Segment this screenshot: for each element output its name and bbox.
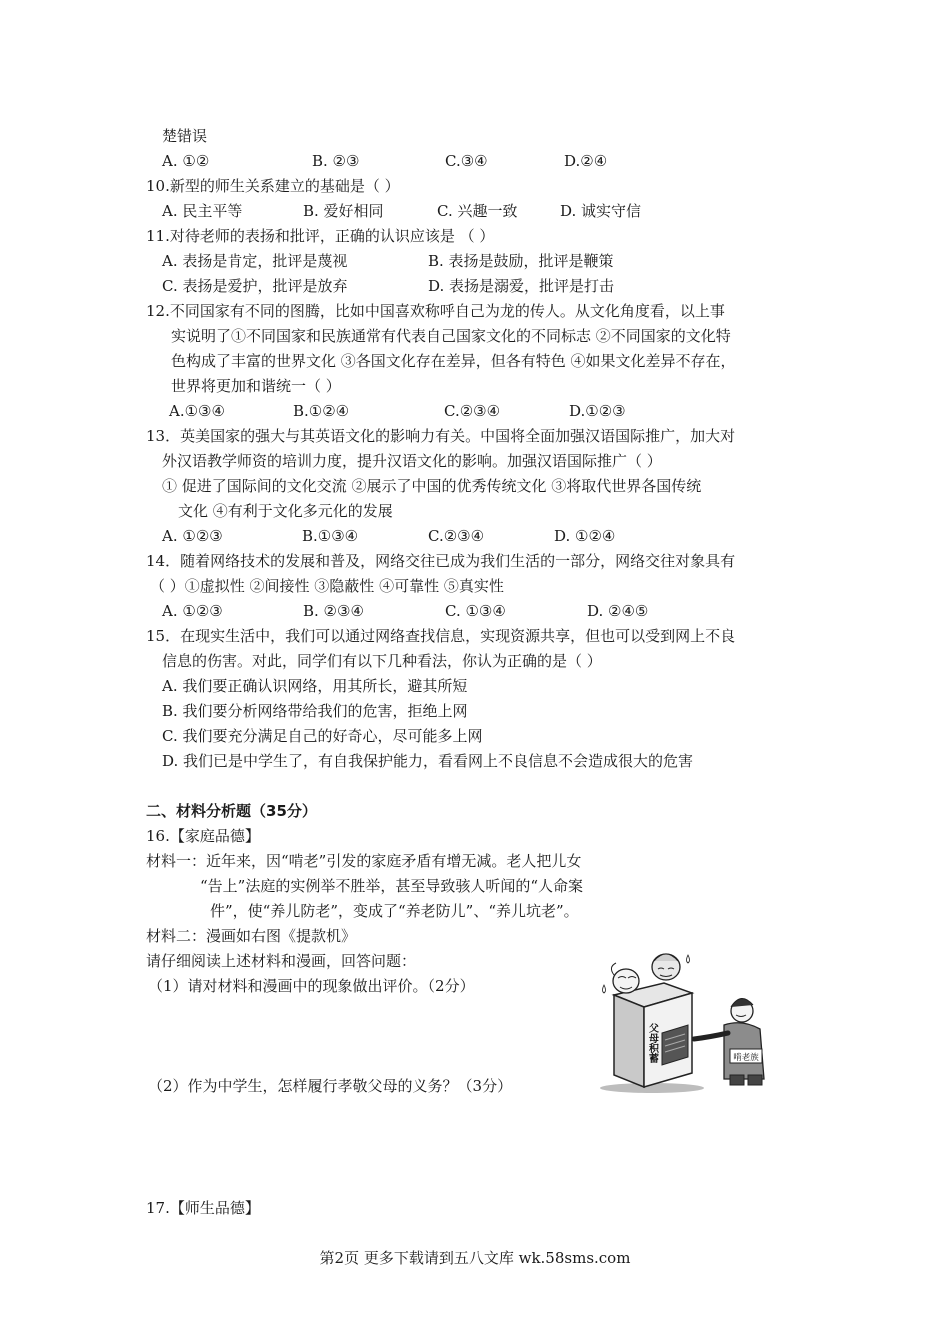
young-man-figure bbox=[694, 998, 764, 1085]
q14-stem-line-2: （ ）①虚拟性 ②间接性 ③隐蔽性 ④可靠性 ⑤真实性 bbox=[150, 577, 504, 595]
atm-side bbox=[614, 995, 644, 1087]
q13-stem-line-2: 外汉语教学师资的培训力度，提升汉语文化的影响。加强汉语国际推广（ ） bbox=[162, 452, 662, 470]
q16-subquestion-1: （1）请对材料和漫画中的现象做出评价。（2分） bbox=[148, 977, 475, 995]
q16-subquestion-2: （2）作为中学生，怎样履行孝敬父母的义务？（3分） bbox=[148, 1077, 513, 1095]
q13-stem-line-3: ① 促进了国际间的文化交流 ②展示了中国的优秀传统文化 ③将取代世界各国传统 bbox=[162, 477, 702, 495]
page-footer: 第2页 更多下载请到五八文库 wk.58sms.com bbox=[319, 1249, 631, 1267]
q9-option-d: D.②④ bbox=[564, 152, 608, 170]
q15-option-a: A. 我们要正确认识网络，用其所长，避其所短 bbox=[162, 677, 468, 695]
young-man-arm bbox=[694, 1033, 728, 1039]
q11-option-c: C. 表扬是爱护，批评是放弃 bbox=[162, 277, 348, 295]
q16-title: 16.【家庭品德】 bbox=[146, 827, 260, 845]
q12-option-d: D.①②③ bbox=[569, 402, 626, 420]
q16-material1-line-3: 件”，使“养儿防老”，变成了“养老防儿”、“养儿坑老”。 bbox=[210, 902, 579, 920]
q12-option-a: A.①③④ bbox=[169, 402, 225, 420]
q14-option-d: D. ②④⑤ bbox=[587, 602, 649, 620]
q10-option-c: C. 兴趣一致 bbox=[437, 202, 518, 220]
atm-label bbox=[647, 1023, 659, 1064]
q12-stem-line-3: 色构成了丰富的世界文化 ③各国文化存在差异，但各有特色 ④如果文化差异不存在， bbox=[171, 352, 736, 370]
q12-stem-line-1: 12.不同国家有不同的图腾，比如中国喜欢称呼自己为龙的传人。从文化角度看，以上事 bbox=[146, 302, 725, 320]
badge-text: 啃老族 bbox=[733, 1053, 759, 1063]
q14-option-b: B. ②③④ bbox=[303, 602, 364, 620]
section-2-title: 二、材料分析题（35分） bbox=[146, 802, 317, 820]
q15-option-b: B. 我们要分析网络带给我们的危害，拒绝上网 bbox=[162, 702, 468, 720]
q16-material1-line-2: “告上”法庭的实例举不胜举，甚至导致骇人听闻的“人命案 bbox=[200, 877, 584, 895]
q10-option-a: A. 民主平等 bbox=[162, 202, 243, 220]
parent-head-left bbox=[611, 963, 639, 993]
q15-option-d: D. 我们已是中学生了，有自我保护能力，看看网上不良信息不会造成很大的危害 bbox=[162, 752, 694, 770]
q16-material1-line-1: 材料一：近年来，因“啃老”引发的家庭矛盾有增无减。老人把儿女 bbox=[146, 852, 582, 870]
q10-stem: 10.新型的师生关系建立的基础是（ ） bbox=[146, 177, 400, 195]
q9-option-b: B. ②③ bbox=[312, 152, 360, 170]
q9-stem-tail: 楚错误 bbox=[162, 127, 208, 145]
atm-cartoon bbox=[592, 945, 784, 1095]
q12-stem-line-2: 实说明了①不同国家和民族通常有代表自己国家文化的不同标志 ②不同国家的文化特 bbox=[171, 327, 731, 345]
q13-option-d: D. ①②④ bbox=[554, 527, 616, 545]
q10-option-d: D. 诚实守信 bbox=[560, 202, 642, 220]
q12-option-c: C.②③④ bbox=[444, 402, 501, 420]
q11-option-d: D. 表扬是溺爱，批评是打击 bbox=[428, 277, 615, 295]
q15-stem-line-2: 信息的伤害。对此，同学们有以下几种看法，你认为正确的是（ ） bbox=[162, 652, 602, 670]
atm-label-text: 父母积蓄 bbox=[646, 1023, 658, 1063]
q14-option-c: C. ①③④ bbox=[445, 602, 506, 620]
q13-option-c: C.②③④ bbox=[428, 527, 485, 545]
q16-material2: 材料二：漫画如右图《提款机》 bbox=[146, 927, 357, 945]
parent-head-right bbox=[652, 954, 680, 980]
q12-stem-line-4: 世界将更加和谐统一（ ） bbox=[171, 377, 341, 395]
q11-option-b: B. 表扬是鼓励，批评是鞭策 bbox=[428, 252, 614, 270]
q15-option-c: C. 我们要充分满足自己的好奇心，尽可能多上网 bbox=[162, 727, 483, 745]
q13-option-a: A. ①②③ bbox=[162, 527, 223, 545]
q13-option-b: B.①③④ bbox=[302, 527, 359, 545]
q14-stem-line-1: 14．随着网络技术的发展和普及，网络交往已成为我们生活的一部分，网络交往对象具有 bbox=[146, 552, 736, 570]
q13-stem-line-4: 文化 ④有利于文化多元化的发展 bbox=[178, 502, 393, 520]
q9-option-a: A. ①② bbox=[162, 152, 210, 170]
q9-option-c: C.③④ bbox=[445, 152, 488, 170]
q13-stem-line-1: 13．英美国家的强大与其英语文化的影响力有关。中国将全面加强汉语国际推广，加大对 bbox=[146, 427, 736, 445]
q12-option-b: B.①②④ bbox=[293, 402, 350, 420]
q11-option-a: A. 表扬是肯定，批评是蔑视 bbox=[162, 252, 348, 270]
q15-stem-line-1: 15．在现实生活中，我们可以通过网络查找信息，实现资源共享，但也可以受到网上不良 bbox=[146, 627, 736, 645]
q14-option-a: A. ①②③ bbox=[162, 602, 223, 620]
q10-option-b: B. 爱好相同 bbox=[303, 202, 384, 220]
q16-instruction: 请仔细阅读上述材料和漫画，回答问题： bbox=[146, 952, 417, 970]
q11-stem: 11.对待老师的表扬和批评，正确的认识应该是 （ ） bbox=[146, 227, 495, 245]
q17-title: 17.【师生品德】 bbox=[146, 1199, 260, 1217]
